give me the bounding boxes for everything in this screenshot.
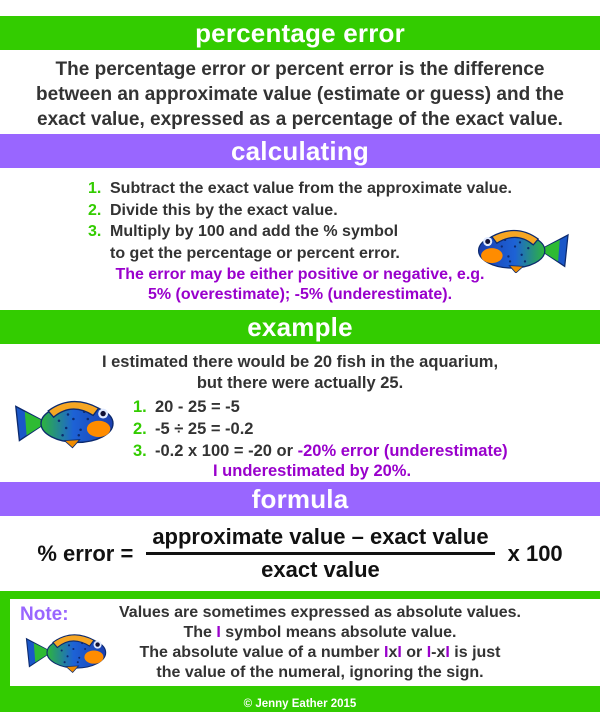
formula-section: [0, 516, 600, 591]
parrotfish-icon-note: [25, 621, 113, 677]
absolute-bar-symbol: I: [397, 644, 402, 661]
note-section: [0, 599, 600, 686]
error-sign-note-line-1: The error may be either positive or negative, e.g.: [115, 266, 485, 283]
note-top-divider: [0, 591, 600, 599]
top-margin: [0, 0, 600, 16]
footer-bar: [0, 686, 600, 712]
note-line-3-text: -x: [431, 644, 446, 661]
step-number: 3.: [88, 223, 102, 240]
example-intro-line-1: I estimated there would be 20 fish in the aquarium,: [101, 353, 499, 371]
step-text: Divide this by the exact value.: [110, 201, 338, 219]
definition-line-2: between an approximate value (estimate or guess) and the: [36, 84, 564, 105]
error-sign-note-line-2: 5% (overestimate); -5% (underestimate).: [147, 286, 453, 303]
parrotfish-icon-example: [14, 388, 122, 450]
formula-lhs: % error =: [37, 540, 134, 566]
calculating-section: [0, 178, 600, 310]
note-line-2-text: The: [183, 624, 217, 641]
example-step-2: [133, 418, 600, 440]
formula-multiplier: x 100: [507, 540, 563, 566]
example-step-3: [133, 440, 600, 462]
step-text-plain: -0.2 x 100 = -20 or: [155, 442, 298, 460]
example-intro-line-2: but there were actually 25.: [196, 374, 404, 392]
calculating-heading-bar: [0, 134, 600, 168]
note-line-2-text: symbol means absolute value.: [220, 624, 457, 641]
note-line-3-text: is just: [449, 644, 501, 661]
example-intro: [0, 344, 600, 394]
example-section: [0, 344, 600, 482]
copyright-text: © Jenny Eather 2015: [243, 698, 357, 710]
calculating-heading: calculating: [230, 136, 369, 166]
note-line-4: the value of the numeral, ignoring the sign.: [156, 664, 484, 681]
example-heading-bar: [0, 310, 600, 344]
note-line-2: [40, 623, 600, 643]
note-line-3: [40, 643, 600, 663]
step-text: Subtract the exact value from the approximate value.: [110, 180, 512, 197]
step-text: Multiply by 100 and add the % symbol: [110, 223, 399, 240]
formula-fraction: [146, 525, 494, 582]
step-text: to get the percentage or percent error.: [110, 244, 400, 262]
formula-numerator: approximate value – exact value: [146, 525, 494, 555]
note-line-3-text: The absolute value of a number: [139, 644, 384, 661]
calc-step-1: [88, 178, 600, 200]
formula-denominator: exact value: [261, 557, 380, 582]
note-label: Note:: [20, 604, 69, 625]
formula-heading-bar: [0, 482, 600, 516]
page-title: percentage error: [195, 18, 405, 48]
example-step-1: [133, 396, 600, 418]
calc-step-2: [88, 200, 600, 222]
parrotfish-icon-calculating: [470, 220, 570, 273]
step-text: 20 - 25 = -5: [155, 398, 240, 416]
absolute-bar-symbol: I: [445, 644, 450, 661]
definition-line-1: The percentage error or percent error is the difference: [55, 59, 545, 80]
example-heading: example: [247, 312, 353, 342]
step-text: -5 ÷ 25 = -0.2: [155, 420, 254, 438]
absolute-bar-symbol: I: [383, 644, 389, 661]
note-line-1: Values are sometimes expressed as absolute values.: [119, 604, 521, 621]
definition-line-3: exact value, expressed as a percentage of the exact value.: [37, 109, 563, 130]
definition-text: [0, 50, 600, 134]
title-bar: [0, 16, 600, 50]
absolute-bar-symbol: I: [216, 624, 221, 641]
step-number-spacer: [88, 243, 110, 265]
note-line-3-text: x: [388, 644, 398, 661]
step-number: 3.: [133, 442, 147, 460]
step-text-highlight: -20% error (underestimate): [297, 442, 508, 460]
absolute-bar-symbol: I: [426, 644, 432, 661]
step-number: 2.: [133, 420, 147, 438]
example-steps-list: [133, 396, 600, 462]
step-number: 1.: [88, 180, 102, 197]
step-number: 1.: [133, 398, 147, 416]
example-conclusion: I underestimated by 20%.: [213, 462, 412, 480]
step-number: 2.: [88, 201, 102, 219]
step-text: [155, 440, 508, 462]
formula-heading: formula: [251, 484, 349, 514]
note-line-3-text: or: [401, 644, 427, 661]
